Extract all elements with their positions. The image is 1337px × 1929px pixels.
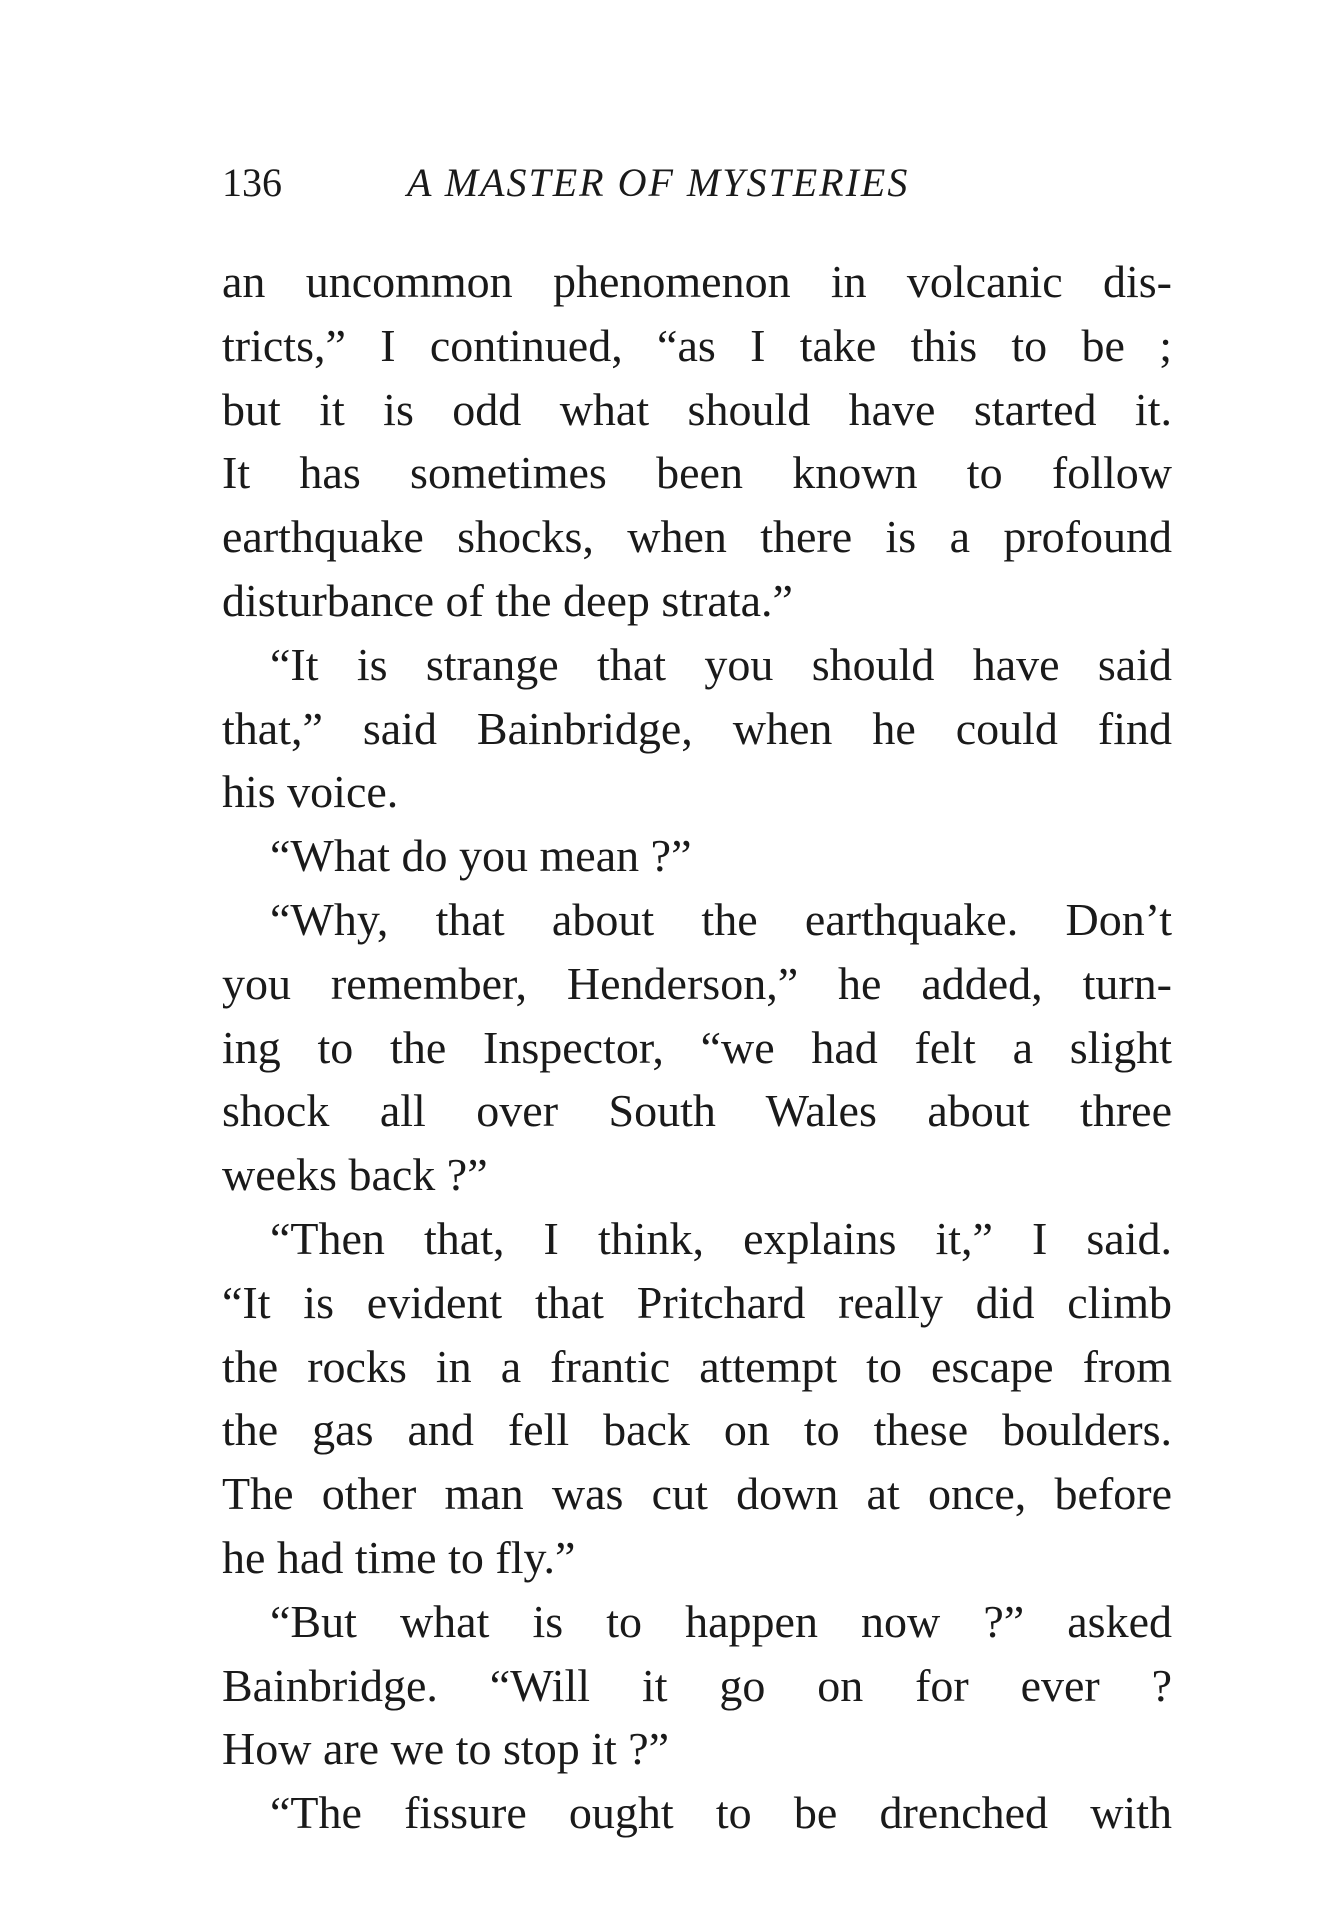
text-line: The other man was cut down at once, before: [222, 1468, 1172, 1520]
text-line: tricts,” I continued, “as I take this to be ;: [222, 319, 1172, 371]
text-line: he had time to fly.”: [222, 1531, 576, 1583]
text-line: but it is odd what should have started it.: [222, 383, 1172, 435]
text-line: “Then that, I think, explains it,” I said.: [270, 1212, 1172, 1264]
text-line: you remember, Henderson,” he added, turn-: [222, 957, 1172, 1009]
text-line: How are we to stop it ?”: [222, 1723, 670, 1775]
text-line: that,” said Bainbridge, when he could find: [222, 702, 1172, 754]
body-text: [222, 250, 1172, 1845]
page-number: 136: [222, 160, 282, 205]
text-line: an uncommon phenomenon in volcanic dis-: [222, 256, 1172, 307]
text-line: the rocks in a frantic attempt to escape from: [222, 1340, 1172, 1392]
text-line: “What do you mean ?”: [270, 830, 692, 882]
book-title: A MASTER OF MYSTERIES: [407, 160, 910, 205]
text-line: his voice.: [222, 766, 399, 818]
text-line: the gas and fell back on to these boulders.: [222, 1404, 1172, 1456]
text-line: “It is strange that you should have said: [270, 638, 1172, 690]
text-line: weeks back ?”: [222, 1149, 488, 1201]
text-line: shock all over South Wales about three: [222, 1085, 1172, 1137]
running-head: [222, 158, 1172, 208]
text-line: “It is evident that Pritchard really did climb: [222, 1276, 1172, 1328]
text-line: “Why, that about the earthquake. Don’t: [270, 893, 1172, 945]
text-line: Bainbridge. “Will it go on for ever ?: [222, 1659, 1172, 1711]
text-line: “But what is to happen now ?” asked: [270, 1595, 1172, 1647]
text-line: disturbance of the deep strata.”: [222, 574, 793, 626]
text-line: earthquake shocks, when there is a profound: [222, 511, 1172, 563]
text-line: “The fissure ought to be drenched with: [270, 1787, 1172, 1839]
text-line: It has sometimes been known to follow: [222, 447, 1172, 499]
text-line: ing to the Inspector, “we had felt a slight: [222, 1021, 1172, 1073]
